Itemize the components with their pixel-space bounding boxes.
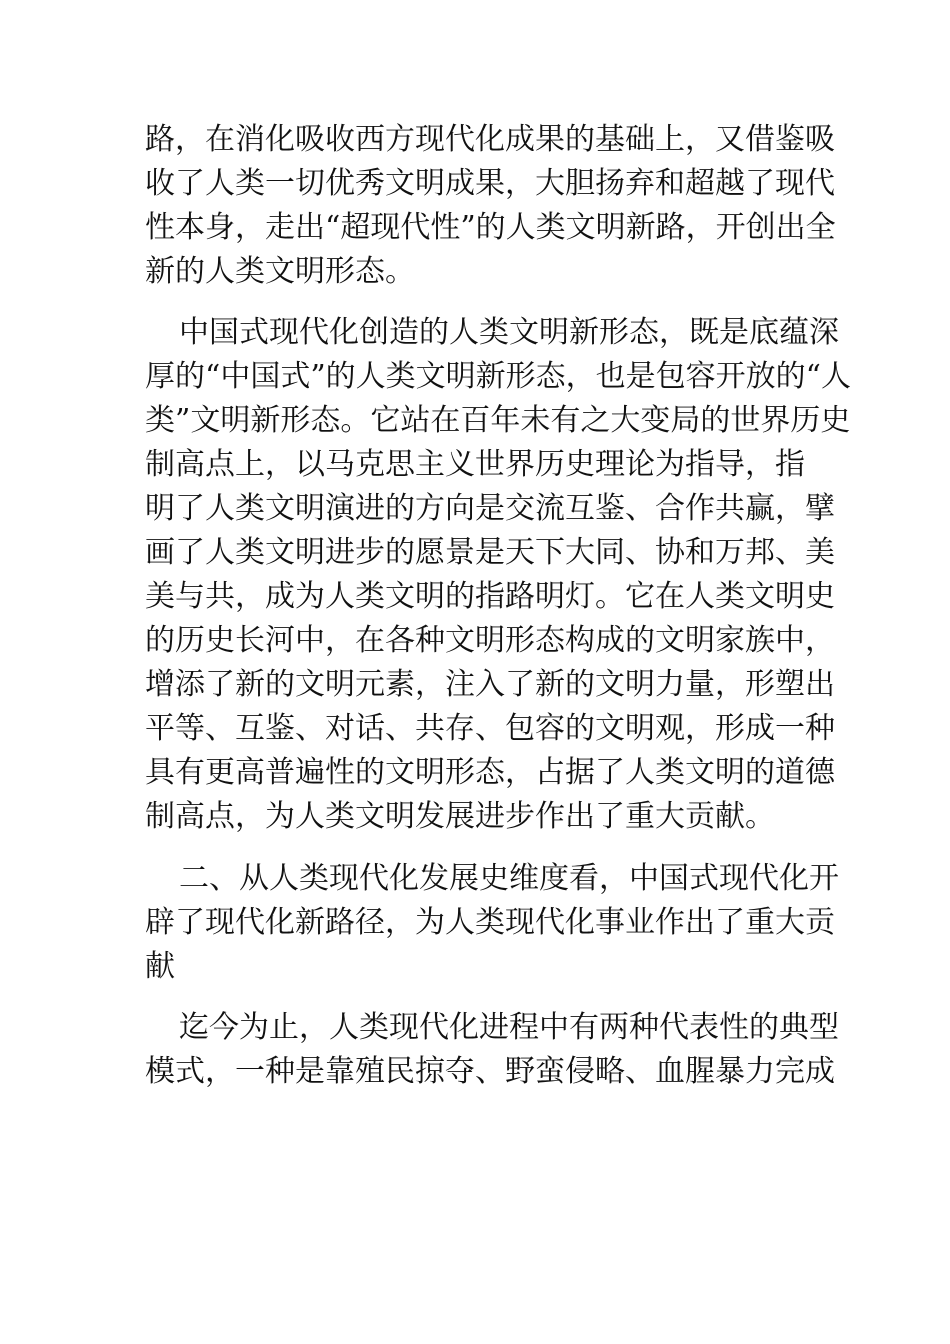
- paragraph-line: 的历史长河中，在各种文明形态构成的文明家族中，: [145, 623, 835, 658]
- paragraph-line: 画了人类文明进步的愿景是天下大同、协和万邦、美: [145, 535, 835, 570]
- paragraph-line: 制高点，为人类文明发展进步作出了重大贡献。: [145, 799, 775, 834]
- paragraph-line: 制高点上，以马克思主义世界历史理论为指导，指: [145, 447, 805, 482]
- paragraph-line: 路，在消化吸收西方现代化成果的基础上，又借鉴吸: [145, 122, 835, 157]
- paragraph-civilization: [145, 311, 852, 839]
- paragraph-line: 平等、互鉴、对话、共存、包容的文明观，形成一种: [145, 711, 835, 746]
- paragraph-line: 类”文明新形态。它站在百年未有之大变局的世界历史: [145, 403, 851, 438]
- paragraph-line: 美与共，成为人类文明的指路明灯。它在人类文明史: [145, 579, 835, 614]
- paragraph-line: 模式，一种是靠殖民掠夺、野蛮侵略、血腥暴力完成: [145, 1054, 835, 1089]
- paragraph-line: 新的人类文明形态。: [145, 254, 415, 289]
- heading-line: 献: [145, 949, 175, 984]
- heading-line: 二、从人类现代化发展史维度看，中国式现代化开: [179, 861, 839, 896]
- paragraph-line: 性本身，走出“超现代性”的人类文明新路，开创出全: [145, 210, 836, 245]
- paragraph-line: 明了人类文明演进的方向是交流互鉴、合作共赢，擘: [145, 491, 835, 526]
- paragraph-line: 收了人类一切优秀文明成果，大胆扬弃和超越了现代: [145, 166, 835, 201]
- paragraph-line: 具有更高普遍性的文明形态，占据了人类文明的道德: [145, 755, 835, 790]
- paragraph-line: 迄今为止，人类现代化进程中有两种代表性的典型: [179, 1010, 839, 1045]
- section-heading: [145, 857, 839, 989]
- heading-line: 辟了现代化新路径，为人类现代化事业作出了重大贡: [145, 905, 835, 940]
- paragraph-line: 增添了新的文明元素，注入了新的文明力量，形塑出: [145, 667, 835, 702]
- paragraph-modernization: [145, 1006, 839, 1094]
- paragraph-line: 厚的“中国式”的人类文明新形态，也是包容开放的“人: [145, 359, 852, 394]
- paragraph-line: 中国式现代化创造的人类文明新形态，既是底蕴深: [179, 315, 839, 350]
- paragraph-continuation: [145, 118, 836, 294]
